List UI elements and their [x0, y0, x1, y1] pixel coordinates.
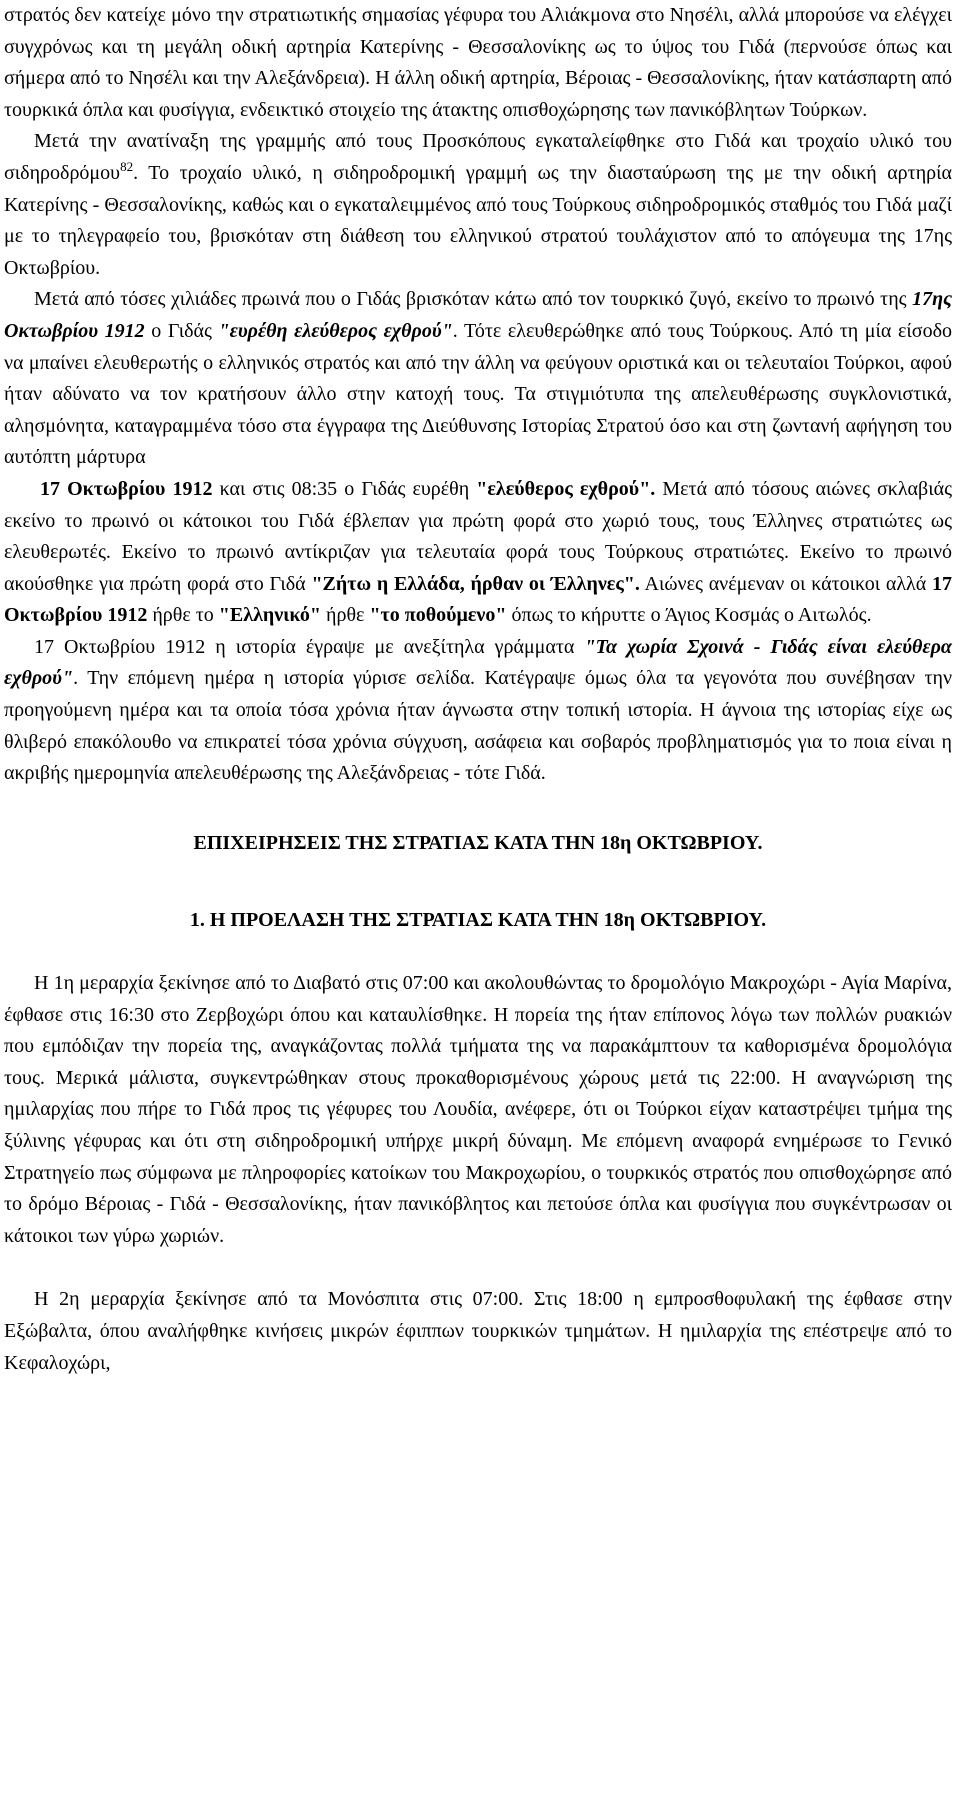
para4-text-c: Αιώνες ανέμεναν οι κάτοικοι αλλά	[639, 572, 932, 595]
para4-text-e: ήρθε	[321, 604, 370, 627]
paragraph-liberation-morning	[4, 284, 952, 474]
paragraph-continuation: στρατός δεν κατείχε μόνο την στρατιωτικής σημασίας γέφυρα του Αλιάκμονα στο Νησέλι, αλλά μπορούσε να ελέγχει συγχρόνως και τη μεγάλη οδική αρτηρία Κατερίνης - Θεσσαλονίκης ως το ύψος του Γιδά (περνούσε όπως και σήμερα από το Νησέλι και την Αλεξάνδρεια). Η άλλη οδική αρτηρία, Βέροιας - Θεσσαλονίκης, ήταν κατάσπαρτη από τουρκικά όπλα και φυσίγγια, ενδεικτικό στοιχείο της άτακτης οπισθοχώρησης των πανικόβλητων Τούρκων.	[4, 4, 952, 121]
para3-text-b: ο Γιδάς	[144, 319, 219, 342]
para4-text-b: Μετά από τόσους αιώνες σκλαβιάς εκείνο το πρωινό οι κάτοικοι του Γιδά έβλεπαν για πρώτη φορά στο χωριό τους, τους Έλληνες στρατιώτες ως ελευθερωτές. Εκείνο το πρωινό αντίκριζαν για τελευταία φορά τους Τούρκους στρατιώτες. Εκείνο το πρωινό ακούσθηκε για πρώτη φορά στο Γιδά	[4, 477, 952, 595]
subsection-heading-advance: 1. Η ΠΡΟΕΛΑΣΗ ΤΗΣ ΣΤΡΑΤΙΑΣ ΚΑΤΑ ΤΗΝ 18η ΟΚΤΩΒΡΙΟΥ.	[189, 909, 767, 932]
liberation-quote-emphasis: "ευρέθη ελεύθερος εχθρού"	[218, 319, 453, 342]
paragraph-second-division: Η 2η μεραρχία ξεκίνησε από τα Μονόσπιτα στις 07:00. Στις 18:00 η εμπροσθοφυλακή της έφθασε στην Εξώβαλτα, όπου αναλήφθηκε κινήσεις μικρών έφιππων τουρκικών τμημάτων. Η ημιλαρχία της επέστρεψε από το Κεφαλοχώρι,	[4, 1288, 952, 1374]
quote-bold-free: "ελεύθερος εχθρού".	[476, 477, 656, 500]
paragraph-eyewitness	[4, 474, 952, 632]
quote-bold-pothoumeno: "το ποθούμενο"	[369, 604, 507, 627]
section-heading-operations: ΕΠΙΧΕΙΡΗΣΕΙΣ ΤΗΣ ΣΤΡΑΤΙΑΣ ΚΑΤΑ ΤΗΝ 18η ΟΚΤΩΒΡΙΟΥ.	[193, 831, 763, 854]
footnote-ref-82[interactable]: 82	[120, 158, 134, 174]
paragraph-rolling-stock	[4, 126, 952, 284]
paragraph-first-division: Η 1η μεραρχία ξεκίνησε από το Διαβατό στις 07:00 και ακολουθώντας το δρομολόγιο Μακροχώρι - Αγία Μαρίνα, έφθασε στις 16:30 στο Ζερβοχώρι όπου και καταυλίσθηκε. Η πορεία της ήταν επίπονος λόγω των πολλών ρυακιών που εμπόδιζαν την πορεία της, αναγκάζοντας πολλά τμήματα της να παρακάμπτουν τα καθορισμένα δρομολόγια τους. Μερικά μάλιστα, συγκεντρώθηκαν στους προκαθορισμένους χώρους μετά τις 22:00. Η αναγνώριση της ημιλαρχίας που πήρε το Γιδά προς τις γέφυρες του Λουδία, ανέφερε, ότι οι Τούρκοι είχαν καταστρέψει τμήμα της ξύλινης γέφυρας και ότι στη σιδηροδρομική υπήρχε μικρή δύναμη. Με επόμενη αναφορά ενημέρωσε το Γενικό Στρατηγείο πως σύμφωνα με πληροφορίες κατοίκων του Μακροχωρίου, ο τουρκικός στρατός που οπισθοχώρησε από το δρόμο Βέροιας - Γιδά - Θεσσαλονίκης, ήταν πανικόβλητος και πετούσε όπλα και φυσίγγια που συγκέντρωσαν οι κάτοικοι των γύρω χωριών.	[4, 972, 952, 1247]
quote-bold-elliniko: "Ελληνικό"	[218, 604, 322, 627]
quote-bold-zito: "Ζήτω η Ελλάδα, ήρθαν οι Έλληνες".	[311, 572, 640, 595]
para4-text-f: όπως το κήρυττε ο Άγιος Κοσμάς ο Αιτωλός.	[506, 604, 872, 627]
date-bold-2: 17 Οκτωβρίου 1912	[4, 572, 952, 627]
para5-text-b: . Την επόμενη ημέρα η ιστορία γύρισε σελίδα. Κατέγραψε όμως όλα τα γεγονότα που συνέβησαν την προηγούμενη ημέρα και τα οποία τόσα χρόνια ήταν άγνωστα στην τοπική ιστορία. Η άγνοια της ιστορίας είχε ως θλιβερό επακόλουθο να επικρατεί τόσα χρόνια σύγχυση, ασάφεια και σοβαρός προβληματισμός για το ποια είναι η ακριβής ημερομηνία απελευθέρωσης της Αλεξάνδρειας - τότε Γιδά.	[4, 667, 952, 785]
para3-text-c: . Τότε ελευθερώθηκε από τους Τούρκους. Από τη μία είσοδο να μπαίνει ελευθερωτής ο ελληνικός στρατός και από την άλλη να φεύγουν οριστικά και οι τελευταίοι Τούρκοι, αφού ήταν αδύνατο να τον κρατήσουν άλλο στην κατοχή τους. Τα στιγμιότυπα της απελευθέρωσης συγκλονιστικά, αλησμόνητα, καταγραμμένα τόσο στα έγγραφα της Διεύθυνσης Ιστορίας Στρατού όσο και στη ζωντανή αφήγηση του αυτόπτη μάρτυρα	[4, 319, 952, 469]
date-bold-1: 17 Οκτωβρίου 1912	[40, 477, 213, 500]
para2-text-b: . Το τροχαίο υλικό, η σιδηροδρομική γραμμή ως την διασταύρωση της με την οδική αρτηρία Κατερίνης - Θεσσαλονίκης, καθώς και ο εγκαταλειμμένος από τους Τούρκους σιδηροδρομικός σταθμός του Γιδά μαζί με το τηλεγραφείο του, βρισκόταν στη διάθεση του ελληνικού στρατού τουλάχιστον από το απόγευμα της 17ης Οκτωβρίου.	[4, 161, 952, 279]
para4-text-a: και στις 08:35 ο Γιδάς ευρέθη	[212, 477, 477, 500]
para5-text-a: 17 Οκτωβρίου 1912 η ιστορία έγραψε με ανεξίτηλα γράμματα	[34, 635, 585, 658]
para4-text-d: ήρθε το	[147, 604, 219, 627]
paragraph-history	[4, 632, 952, 790]
liberation-date-emphasis: 17ης Οκτωβρίου 1912	[4, 288, 952, 342]
para2-text-a: Μετά την ανατίναξη της γραμμής από τους Προσκόπους εγκαταλείφθηκε στο Γιδά και τροχαίο υλικό του σιδηροδρόμου	[4, 130, 952, 184]
villages-quote-emphasis: "Τα χωρία Σχοινά - Γιδάς είναι ελεύθερα εχθρού"	[4, 635, 952, 690]
document-page	[4, 0, 952, 1379]
para3-text-a: Μετά από τόσες χιλιάδες πρωινά που ο Γιδάς βρισκόταν κάτω από τον τουρκικό ζυγό, εκείνο το πρωινό της	[34, 288, 913, 311]
